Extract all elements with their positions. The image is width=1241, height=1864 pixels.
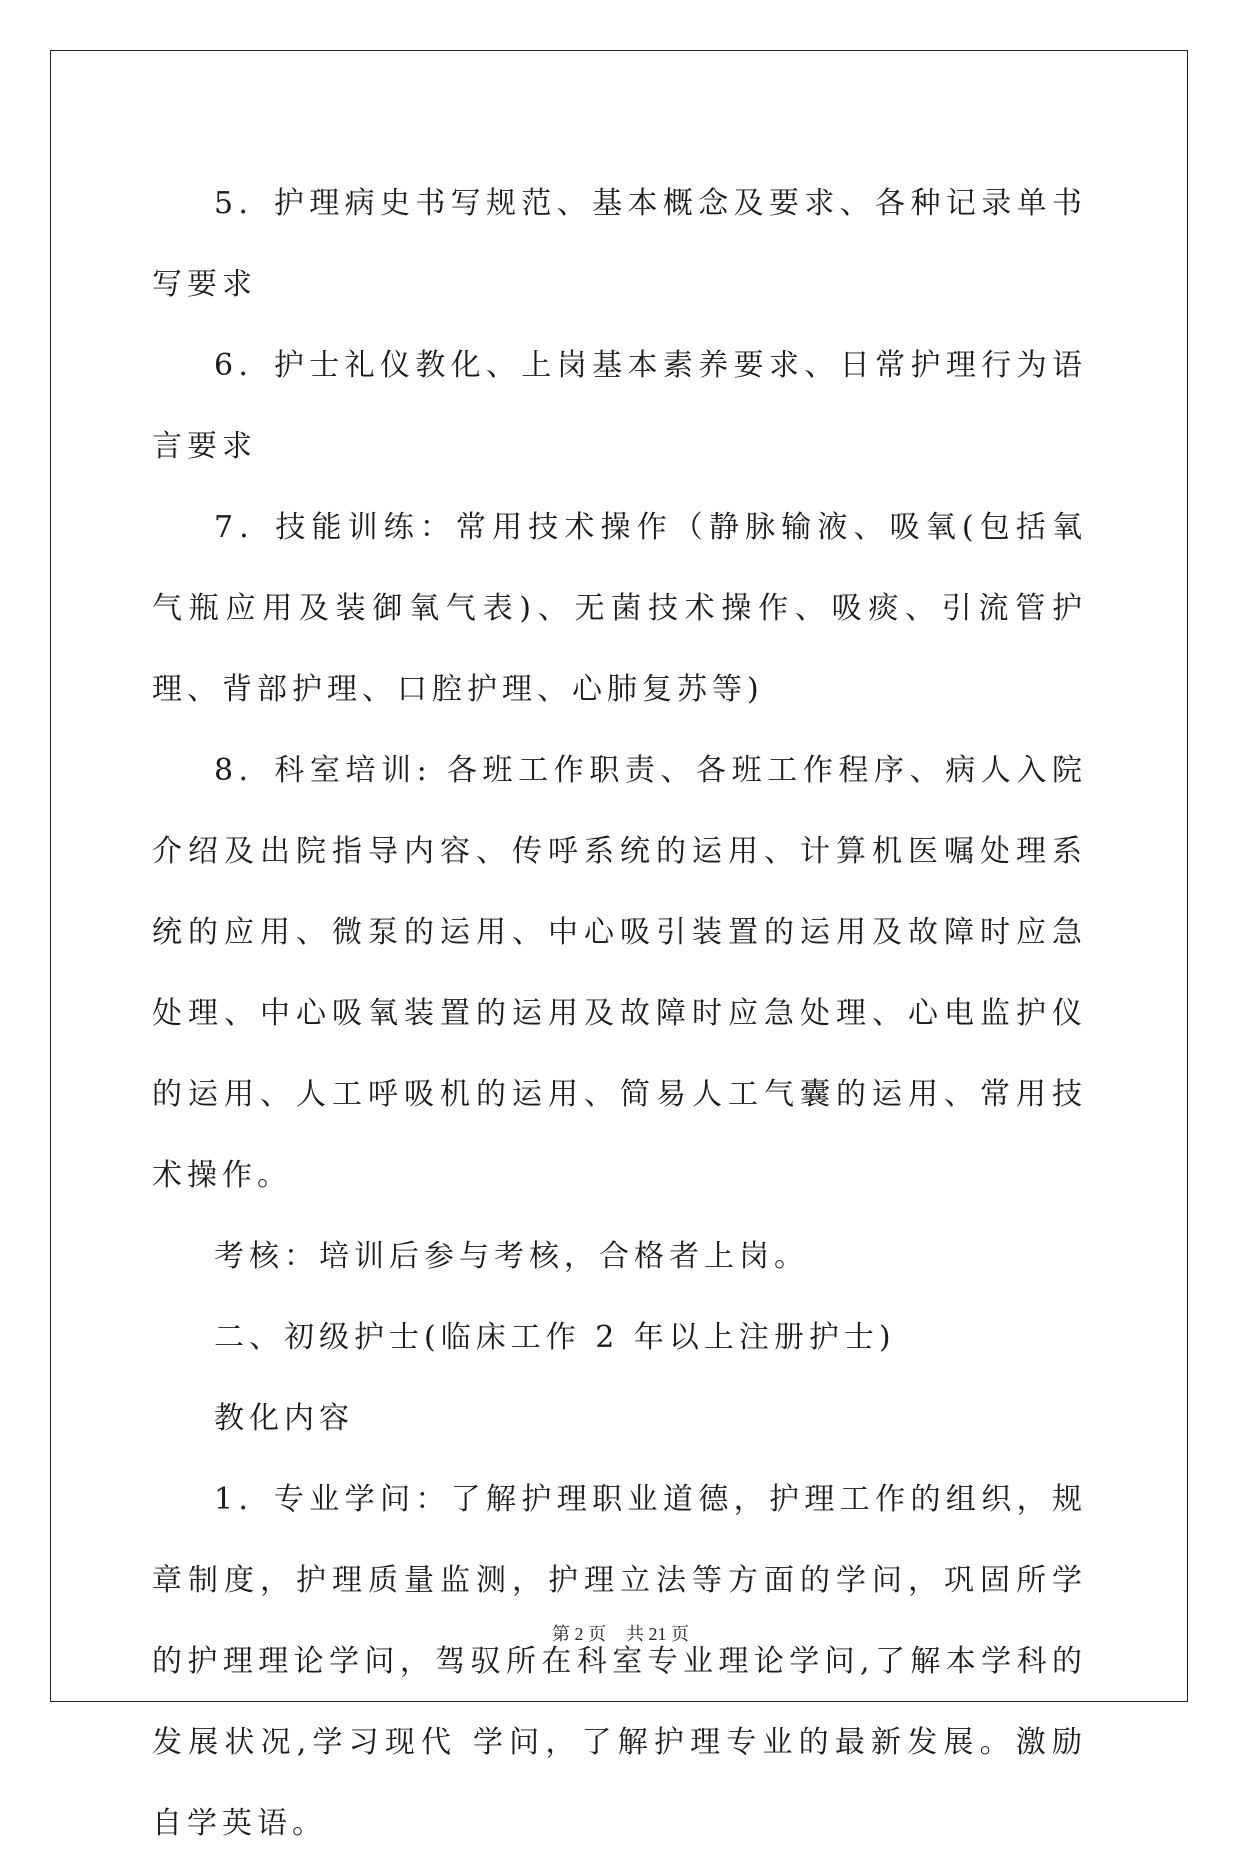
- paragraph-item-8: 8．科室培训: 各班工作职责、各班工作程序、病人入院介绍及出院指导内容、传呼系统的运用、计算机医嘱处理系统的应用、微泵的运用、中心吸引装置的运用及故障时应急处理、中心吸氧装置的运用及故障时应急处理、心电监护仪的运用、人工呼吸机的运用、简易人工气囊的运用、常用技术操作。: [152, 753, 1087, 1193]
- page-footer: [0, 1620, 1241, 1646]
- section-heading-junior-nurse: 二、初级护士(临床工作 2 年以上注册护士): [214, 1320, 896, 1355]
- paragraph-assessment: 考核：培训后参与考核，合格者上岗。: [214, 1239, 809, 1274]
- paragraph-professional-knowledge: 1．专业学问：了解护理职业道德，护理工作的组织，规章制度，护理质量监测，护理立法等方面的学问，巩固所学的护理理论学问，驾驭所在科室专业理论学问,了解本学科的发展状况,学习现代 学问，了解护理专业的最新发展。激励自学英语。: [152, 1482, 1087, 1841]
- page-total: 共 21 页: [626, 1624, 689, 1644]
- page-number: 第 2 页: [552, 1624, 606, 1644]
- paragraph-item-5: 5．护理病史书写规范、基本概念及要求、各种记录单书写要求: [152, 186, 1087, 302]
- paragraph-item-6: 6．护士礼仪教化、上岗基本素养要求、日常护理行为语言要求: [152, 348, 1087, 464]
- subheading-education-content: 教化内容: [214, 1401, 354, 1436]
- paragraph-item-7: 7．技能训练：常用技术操作（静脉输液、吸氧(包括氧气瓶应用及装御氧气表)、无菌技术操作、吸痰、引流管护理、背部护理、口腔护理、心肺复苏等): [152, 510, 1087, 707]
- document-body: [152, 163, 1087, 1864]
